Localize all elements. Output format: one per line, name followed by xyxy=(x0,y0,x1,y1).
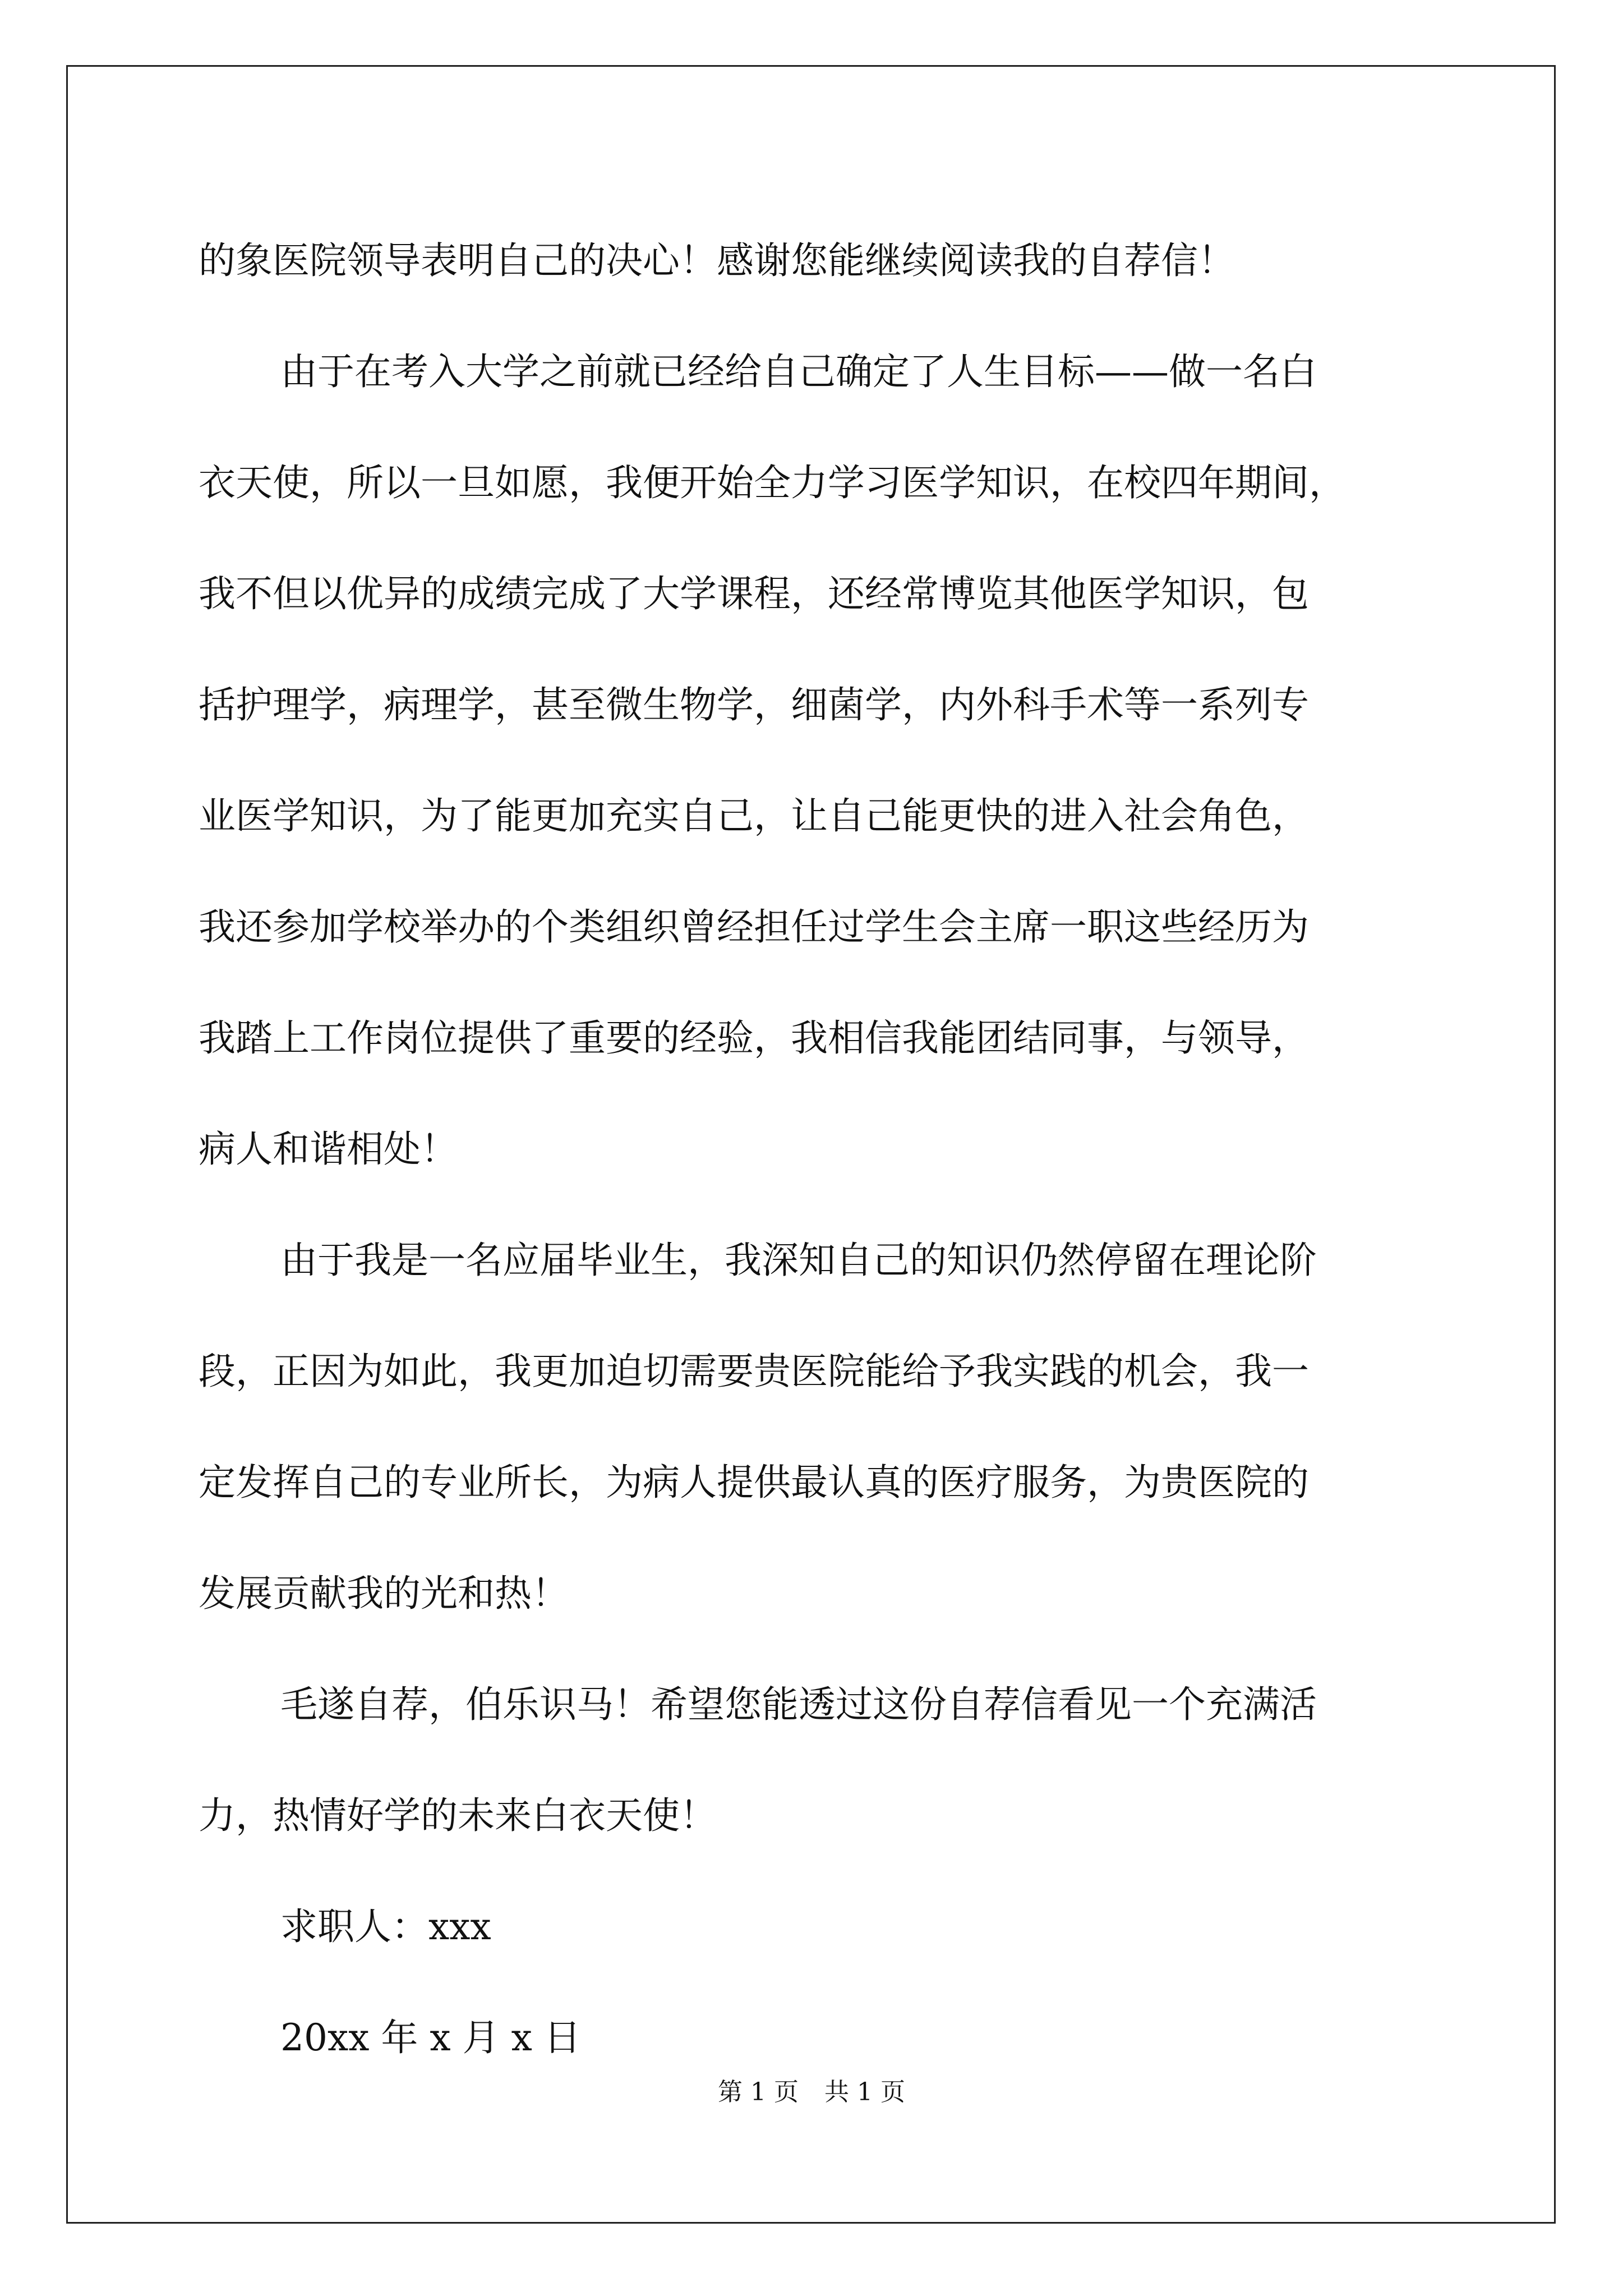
letter-line: 我不但以优异的成绩完成了大学课程，还经常博览其他医学知识，包 xyxy=(199,572,1309,615)
letter-date: 20xx 年 x 月 x 日 xyxy=(280,2016,581,2059)
letter-line: 病人和谐相处！ xyxy=(199,1128,458,1171)
letter-line: 的象医院领导表明自己的决心！感谢您能继续阅读我的自荐信！ xyxy=(199,239,1235,282)
paragraph-first-line: 由于我是一名应届毕业生，我深知自己的知识仍然停留在理论阶 xyxy=(280,1239,1317,1282)
letter-line: 业医学知识，为了能更加充实自己，让自己能更快的进入社会角色， xyxy=(199,794,1309,838)
letter-body xyxy=(199,205,1432,2093)
paragraph-first-line: 毛遂自荐，伯乐识马！希望您能透过这份自荐信看见一个充满活 xyxy=(280,1683,1317,1726)
applicant-signature: 求职人：xxx xyxy=(280,1905,491,1948)
letter-line: 括护理学，病理学，甚至微生物学，细菌学，内外科手术等一系列专 xyxy=(199,683,1309,726)
letter-line: 衣天使，所以一旦如愿，我便开始全力学习医学知识，在校四年期间， xyxy=(199,461,1346,504)
letter-line: 力，热情好学的未来白衣天使！ xyxy=(199,1794,717,1837)
letter-line: 发展贡献我的光和热！ xyxy=(199,1572,569,1615)
page-number-current: 第 1 页 xyxy=(718,2078,799,2106)
letter-line: 我还参加学校举办的个类组织曾经担任过学生会主席一职这些经历为 xyxy=(199,905,1309,949)
page-footer xyxy=(0,2076,1623,2109)
letter-line: 段，正因为如此，我更加迫切需要贵医院能给予我实践的机会，我一 xyxy=(199,1350,1309,1393)
letter-line: 定发挥自己的专业所长，为病人提供最认真的医疗服务，为贵医院的 xyxy=(199,1461,1309,1504)
page-number-total: 共 1 页 xyxy=(824,2078,905,2106)
letter-line: 我踏上工作岗位提供了重要的经验，我相信我能团结同事，与领导， xyxy=(199,1016,1309,1060)
paragraph-first-line: 由于在考入大学之前就已经给自己确定了人生目标——做一名白 xyxy=(280,350,1317,393)
